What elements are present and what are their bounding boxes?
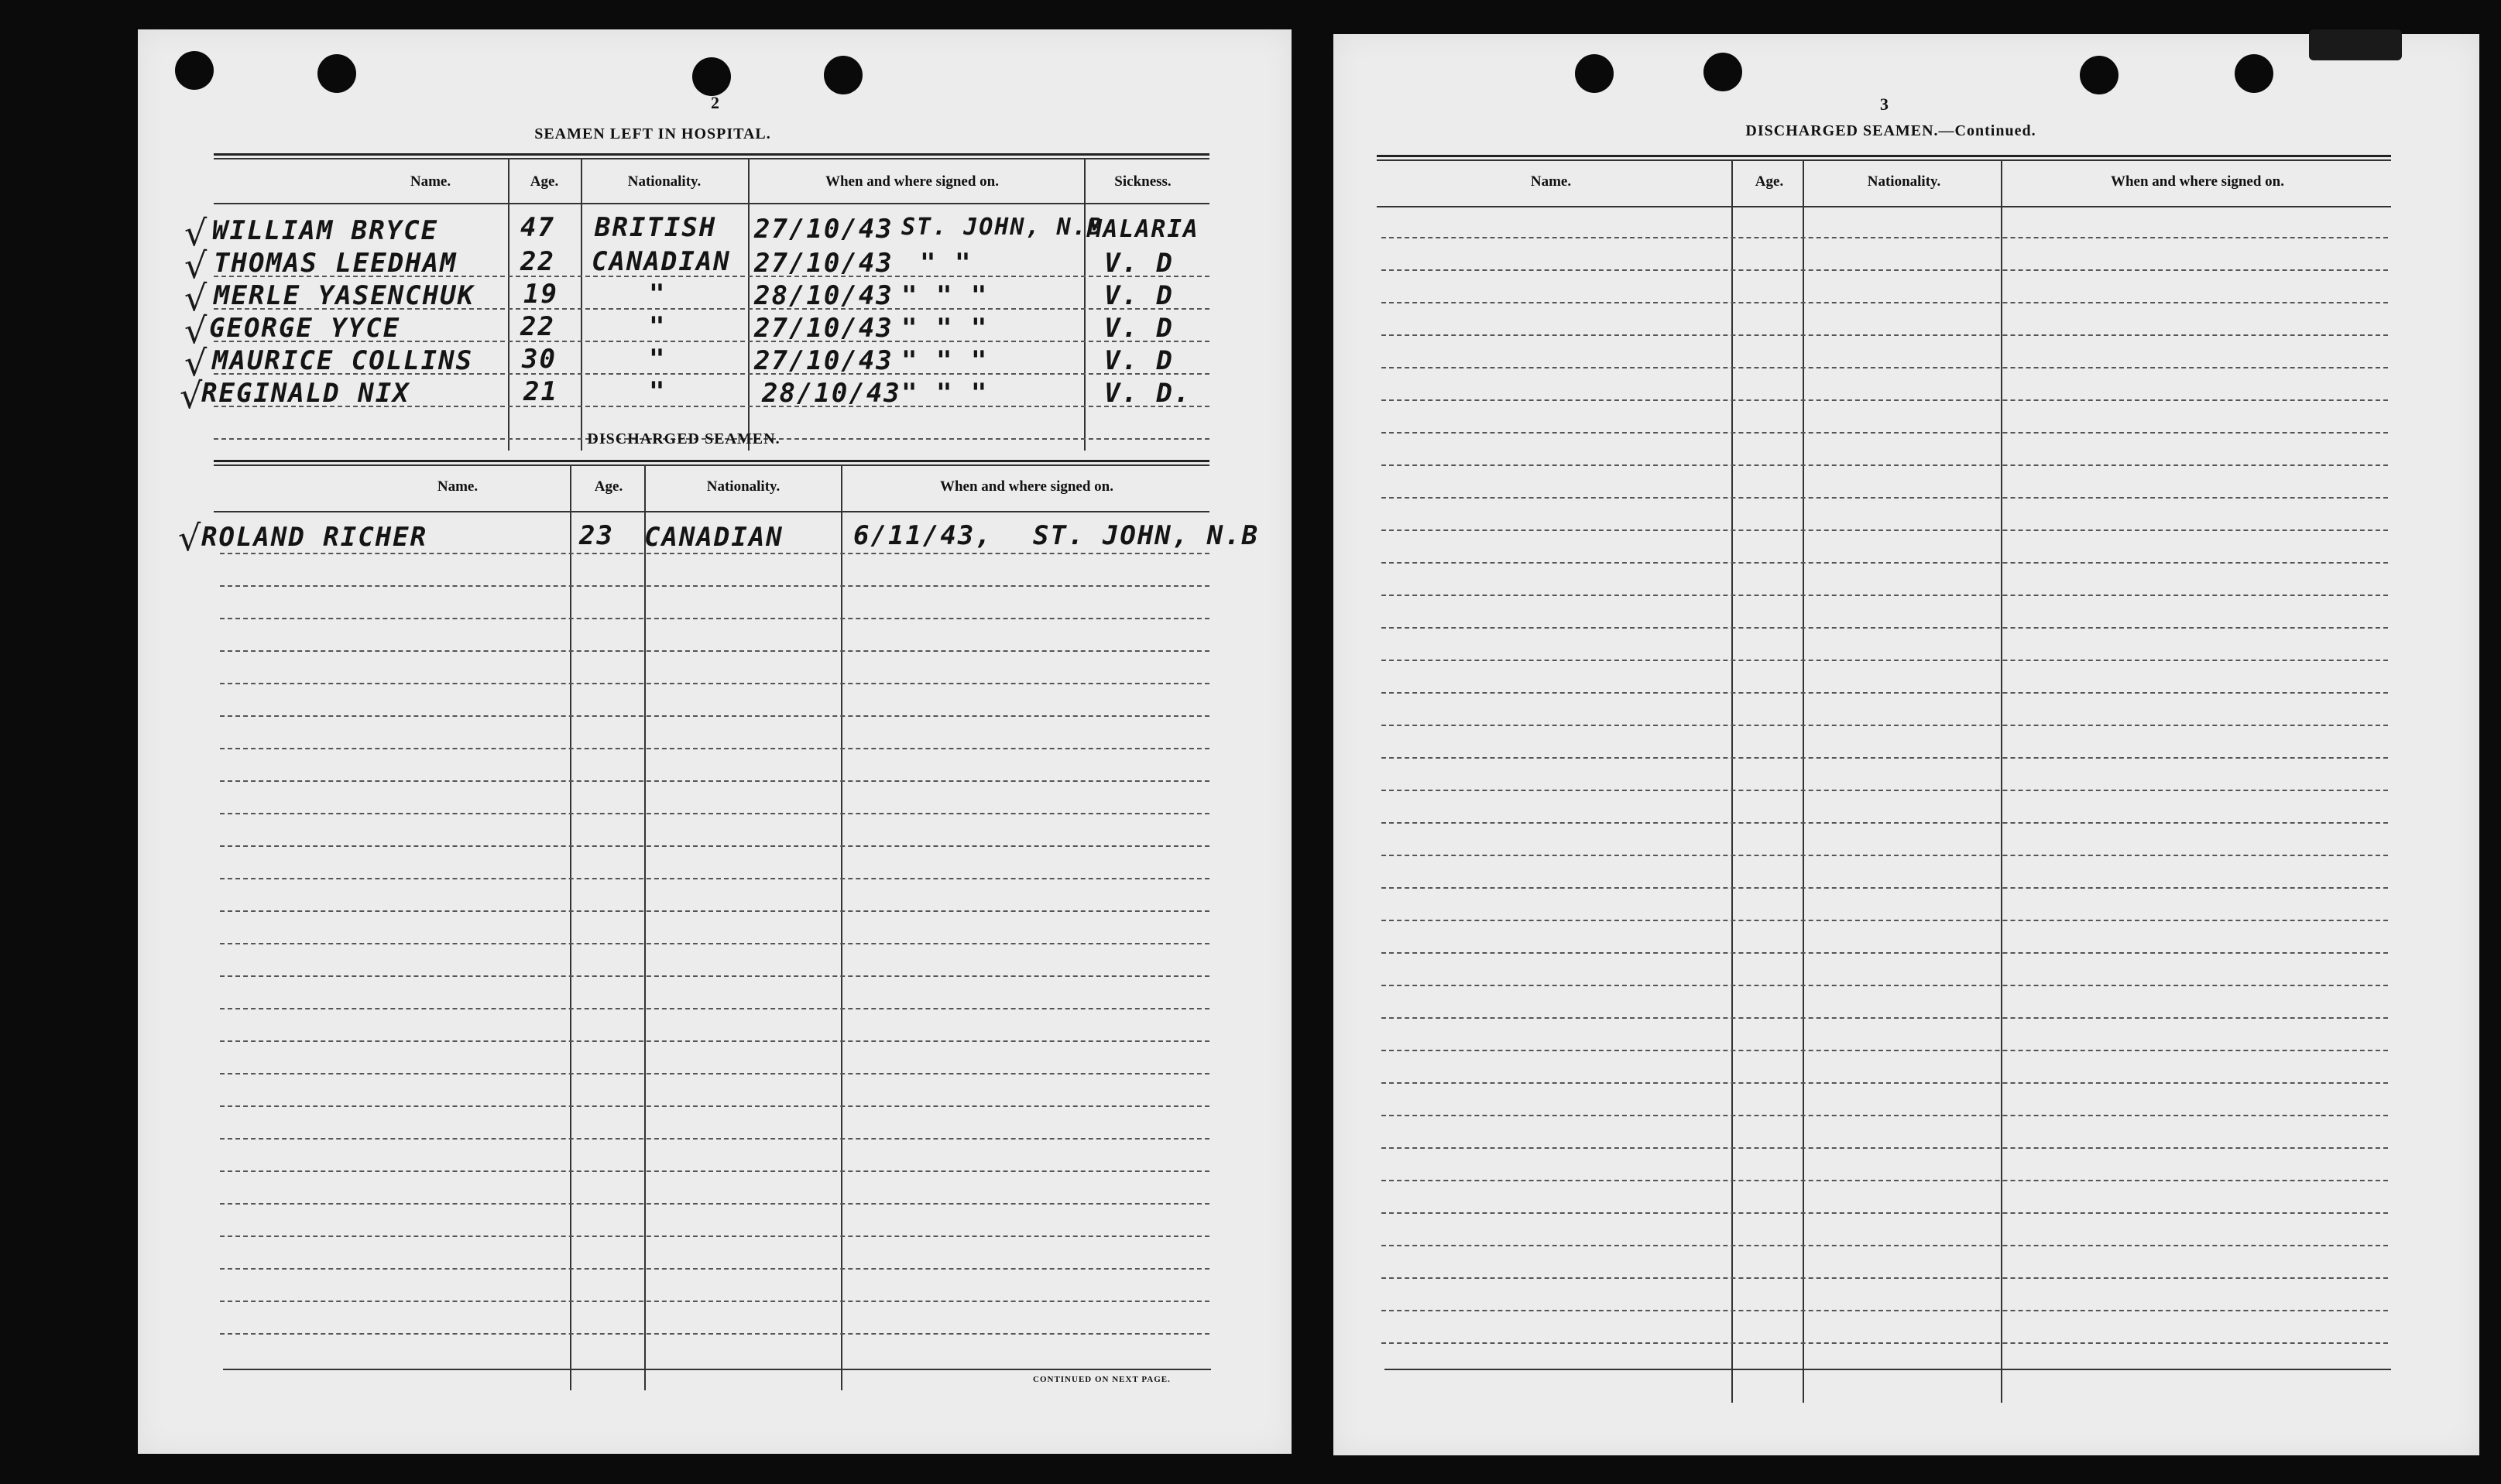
row-line — [220, 1301, 1209, 1302]
row-line — [220, 1268, 1209, 1270]
punch-hole — [1703, 53, 1742, 91]
row-line — [220, 618, 1209, 619]
row-line — [220, 1138, 1209, 1140]
row-line — [220, 910, 1209, 912]
row-line — [220, 1008, 1209, 1009]
signed-on-place: ST. JOHN, N.B — [901, 214, 1103, 241]
punch-hole — [2080, 56, 2118, 94]
row-line — [1381, 530, 2388, 531]
punch-hole — [2235, 54, 2273, 93]
row-line — [1381, 464, 2388, 466]
table-top-rule — [214, 460, 1209, 462]
sickness: V. D — [1104, 313, 1174, 344]
page-number: 2 — [711, 93, 719, 112]
row-line — [1381, 1277, 2388, 1279]
seaman-age: 23 — [579, 520, 614, 551]
seaman-age: 30 — [522, 344, 557, 375]
row-line — [1381, 1245, 2388, 1246]
signed-on-place: " " — [920, 248, 973, 279]
punch-hole — [1575, 54, 1614, 93]
row-line — [220, 878, 1209, 879]
column-header-nationality: Nationality. — [1867, 173, 1941, 190]
row-line — [1381, 562, 2388, 564]
row-line — [220, 553, 1209, 554]
row-line — [1381, 757, 2388, 759]
row-line — [220, 748, 1209, 749]
column-header-name: Name. — [1530, 173, 1572, 190]
column-header-name: Name. — [437, 478, 479, 495]
check-mark: √ — [184, 277, 208, 319]
signed-on-place: " " " — [901, 378, 989, 409]
column-divider — [1731, 159, 1733, 1403]
seaman-nationality: BRITISH — [595, 212, 717, 243]
seaman-name: GEORGE YYCE — [209, 313, 401, 344]
column-divider — [570, 464, 571, 1390]
row-line — [220, 1170, 1209, 1172]
sickness: V. D — [1104, 280, 1174, 311]
seaman-name: ROLAND RICHER — [201, 522, 428, 553]
seaman-name: WILLIAM BRYCE — [212, 215, 439, 246]
signed-on-date: 27/10/43 — [754, 345, 894, 376]
seaman-age: 47 — [520, 212, 555, 243]
seaman-nationality: CANADIAN — [644, 522, 784, 553]
row-line — [1381, 1050, 2388, 1051]
row-line — [220, 1073, 1209, 1074]
row-line — [1381, 595, 2388, 596]
row-line — [1381, 725, 2388, 726]
section-title-discharged: DISCHARGED SEAMEN. — [587, 430, 780, 447]
row-line — [220, 1236, 1209, 1237]
row-line — [1381, 952, 2388, 954]
header-rule — [1377, 206, 2391, 207]
seaman-name: MERLE YASENCHUK — [214, 280, 475, 311]
row-line — [1381, 692, 2388, 694]
check-mark: √ — [184, 245, 208, 286]
header-rule — [214, 511, 1209, 512]
column-divider — [841, 464, 842, 1390]
signed-on-date: 27/10/43 — [754, 248, 894, 279]
row-line — [1381, 985, 2388, 986]
signed-on-place: " " " — [901, 345, 989, 376]
column-header-signed-on: When and where signed on. — [825, 173, 999, 190]
table-top-rule — [1377, 159, 2391, 161]
column-divider — [1803, 159, 1804, 1403]
check-mark: √ — [184, 310, 208, 351]
table-top-rule — [214, 153, 1209, 156]
punch-hole — [824, 56, 863, 94]
column-header-age: Age. — [530, 173, 559, 190]
seaman-name: THOMAS LEEDHAM — [214, 248, 458, 279]
row-line — [220, 650, 1209, 652]
check-mark: √ — [178, 517, 201, 559]
left-page — [138, 29, 1292, 1454]
row-line — [1381, 367, 2388, 368]
table-bottom-rule — [223, 1369, 1211, 1370]
row-line — [1381, 1212, 2388, 1214]
table-top-rule — [214, 158, 1209, 159]
row-line — [220, 943, 1209, 944]
row-line — [220, 1105, 1209, 1107]
row-line — [1381, 269, 2388, 271]
row-line — [1381, 855, 2388, 856]
row-line — [1381, 920, 2388, 921]
row-line — [1381, 790, 2388, 791]
row-line — [220, 715, 1209, 717]
page-number: 3 — [1880, 94, 1889, 114]
column-divider — [644, 464, 646, 1390]
row-line — [220, 585, 1209, 587]
header-rule — [214, 203, 1209, 204]
column-header-name: Name. — [410, 173, 451, 190]
column-header-signed-on: When and where signed on. — [2110, 173, 2284, 190]
row-line — [220, 1203, 1209, 1205]
row-line — [1381, 334, 2388, 336]
column-header-nationality: Nationality. — [627, 173, 702, 190]
signed-on-place: " " " — [901, 313, 989, 344]
right-page — [1333, 34, 2479, 1455]
seaman-age: 22 — [520, 311, 555, 342]
row-line — [220, 1333, 1209, 1335]
row-line — [1381, 660, 2388, 661]
row-line — [1381, 1180, 2388, 1181]
row-line — [1381, 302, 2388, 303]
row-line — [220, 813, 1209, 814]
sickness: V. D — [1104, 345, 1174, 376]
punch-hole — [692, 57, 731, 96]
signed-on-place: " " " — [901, 280, 989, 311]
row-line — [1381, 1147, 2388, 1149]
signed-on-date: 28/10/43 — [754, 280, 894, 311]
seaman-age: 22 — [520, 246, 555, 277]
row-line — [1381, 1017, 2388, 1019]
seaman-age: 21 — [523, 376, 558, 407]
row-line — [1381, 399, 2388, 401]
row-line — [1381, 627, 2388, 629]
row-line — [1381, 887, 2388, 889]
row-line — [220, 683, 1209, 684]
seaman-name: REGINALD NIX — [201, 378, 410, 409]
signed-on-date: 28/10/43 — [762, 378, 901, 409]
column-header-nationality: Nationality. — [706, 478, 780, 495]
row-line — [220, 845, 1209, 847]
seaman-age: 19 — [523, 279, 558, 310]
row-line — [220, 975, 1209, 977]
signed-on-date: 27/10/43 — [754, 214, 894, 245]
row-line — [1381, 432, 2388, 434]
sickness: V. D. — [1104, 378, 1192, 409]
punch-hole — [175, 51, 214, 90]
torn-edge — [2309, 29, 2402, 60]
seaman-nationality: CANADIAN — [592, 246, 731, 277]
row-line — [1381, 822, 2388, 824]
seaman-name: MAURICE COLLINS — [212, 345, 474, 376]
seaman-nationality: " — [649, 376, 667, 407]
seaman-nationality: " — [649, 279, 667, 310]
section-title-discharged-continued: DISCHARGED SEAMEN.—Continued. — [1745, 122, 2036, 139]
seaman-nationality: " — [649, 311, 667, 342]
table-top-rule — [1377, 155, 2391, 157]
column-divider — [2001, 159, 2002, 1403]
section-title-hospital: SEAMEN LEFT IN HOSPITAL. — [534, 125, 771, 142]
row-line — [1381, 1115, 2388, 1116]
row-line — [1381, 1082, 2388, 1084]
check-mark: √ — [180, 375, 203, 416]
row-line — [220, 780, 1209, 782]
signed-on-date: 27/10/43 — [754, 313, 894, 344]
column-header-sickness: Sickness. — [1114, 173, 1172, 190]
sickness: V. D — [1104, 248, 1174, 279]
sickness: MALARIA — [1087, 215, 1199, 243]
punch-hole — [317, 54, 356, 93]
table-bottom-rule — [1384, 1369, 2391, 1370]
row-line — [1381, 497, 2388, 499]
signed-on-place: ST. JOHN, N.B — [1033, 520, 1260, 551]
column-header-age: Age. — [594, 478, 623, 495]
row-line — [1381, 1342, 2388, 1344]
column-header-age: Age. — [1755, 173, 1784, 190]
check-mark: √ — [184, 212, 208, 254]
check-mark: √ — [184, 342, 208, 384]
seaman-nationality: " — [649, 344, 667, 375]
table-top-rule — [214, 464, 1209, 466]
row-line — [1381, 1310, 2388, 1311]
continued-note: CONTINUED ON NEXT PAGE. — [1033, 1375, 1171, 1384]
signed-on-date: 6/11/43, — [853, 520, 993, 551]
column-header-signed-on: When and where signed on. — [939, 478, 1113, 495]
row-line — [220, 1040, 1209, 1042]
row-line — [1381, 237, 2388, 238]
